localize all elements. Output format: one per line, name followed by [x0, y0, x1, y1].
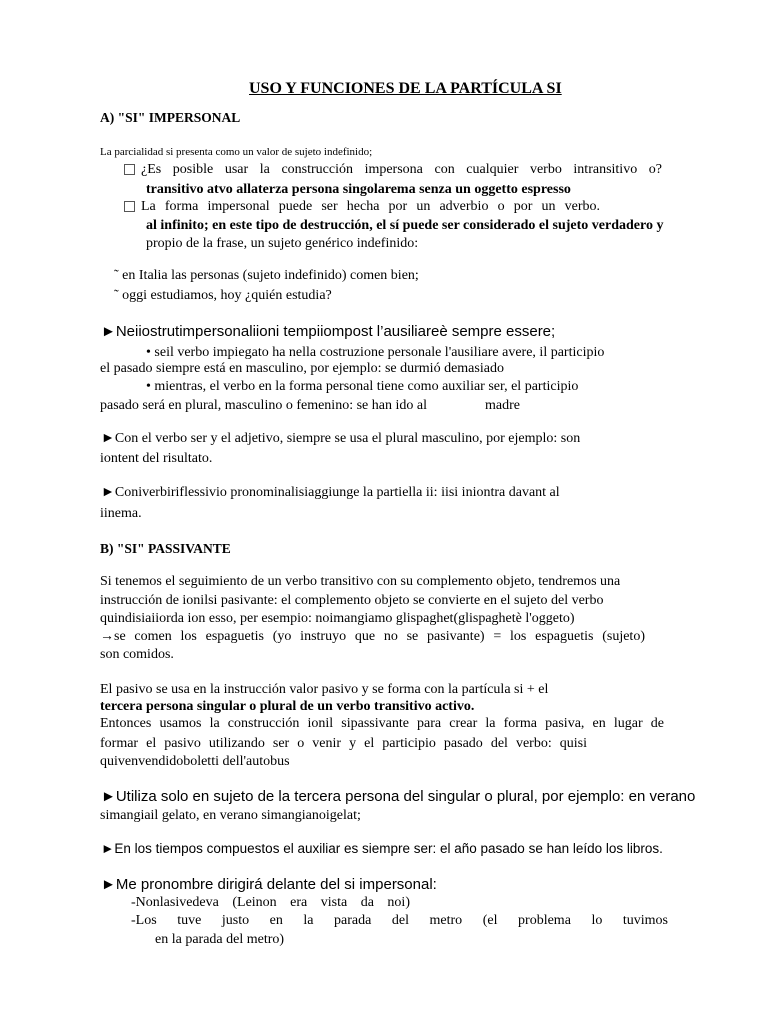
section-b-p2-line-4: formar el pasivo utilizando ser o venir y el participio pasado del verbo: quisi: [100, 736, 587, 751]
dot-2-line-1: • mientras, el verbo en la forma personal tiene como auxiliar ser, el participio: [146, 379, 579, 394]
section-b-p2-line-2: tercera persona singular o plural de un verbo transitivo activo.: [100, 699, 475, 714]
bullet-2-line-3: propio de la frase, un sujeto genérico indefinido:: [146, 236, 419, 251]
tilde-icon: ˜: [114, 268, 119, 283]
arrow-note-2-line-2: iontent del risultato.: [100, 451, 213, 466]
bullet-box-icon: [124, 164, 135, 175]
tilde-icon: ˜: [114, 288, 119, 303]
example-1: ˜ en Italia las personas (sujeto indefinido) comen bien;: [114, 268, 419, 283]
arrow-note-5: ►En los tiempos compuestos el auxiliar es siempre ser: el año pasado se han leído los libros.: [101, 841, 663, 856]
bullet-box-icon: [124, 201, 135, 212]
arrow-note-6: ►Me pronombre dirigirá delante del si impersonal:: [101, 876, 437, 893]
bullet-1-line-1: ¿Es posible usar la construcción impersona con cualquier verbo intransitivo o?: [124, 162, 662, 178]
dash-item-2-line-2: en la parada del metro): [155, 932, 285, 947]
section-b-heading: B) "SI" PASSIVANTE: [100, 541, 231, 556]
section-a-intro: La parcialidad si presenta como un valor de sujeto indefinido;: [100, 146, 373, 158]
arrow-note-2-line-1: ►Con el verbo ser y el adjetivo, siempre se usa el plural masculino, por ejemplo: son: [101, 431, 581, 446]
page-title: USO Y FUNCIONES DE LA PARTÍCULA SI: [249, 80, 562, 97]
arrow-note-1: ►Neiiostrutimpersonaliioni tempiiompost l’ausiliareè sempre essere;: [101, 323, 556, 340]
section-b-p2-line-1: El pasivo se usa en la instrucción valor pasivo y se forma con la partícula si + el: [100, 682, 549, 697]
example-2: ˜ oggi estudiamos, hoy ¿quién estudia?: [114, 288, 332, 303]
arrow-note-3-line-2: iinema.: [100, 506, 142, 521]
section-b-p1-line-3: quindisiaiiorda ion esso, per esempio: noimangiamo glispaghet(glispaghetè l'oggeto): [100, 611, 575, 626]
arrow-note-4-line-2: simangiail gelato, en verano simangianoigelat;: [100, 808, 361, 823]
dot-1-line-2: el pasado siempre está en masculino, por ejemplo: se durmió demasiado: [100, 361, 504, 376]
section-b-p1-line-4: →se comen los espaguetis (yo instruyo que no se pasivante) = los espaguetis (sujeto): [100, 629, 645, 644]
section-b-p1-line-1: Si tenemos el seguimiento de un verbo transitivo con su complemento objeto, tendremos una: [100, 574, 621, 589]
bullet-2-line-2: al infinito; en este tipo de destrucción, el sí puede ser considerado el sujeto verdadero y: [146, 218, 664, 233]
dot-1-line-1: • seil verbo impiegato ha nella costruzione personale l'ausiliare avere, il participio: [146, 345, 605, 360]
section-b-p1-line-5: son comidos.: [100, 647, 174, 662]
section-b-p2-line-3: Entonces usamos la construcción ionil sipassivante para crear la forma pasiva, en lugar de: [100, 716, 664, 731]
dash-item-2-line-1: -Los tuve justo en la parada del metro (el problema lo tuvimos: [131, 913, 668, 928]
dot-2-line-2: pasado será en plural, masculino o femenino: se han ido al madre: [100, 398, 520, 413]
dash-item-1: -Nonlasivedeva (Leinon era vista da noi): [131, 895, 410, 910]
bullet-1-line-2: transitivo atvo allaterza persona singolarema senza un oggetto espresso: [146, 182, 571, 197]
section-a-heading: A) "SI" IMPERSONAL: [100, 110, 241, 125]
section-b-p1-line-2: instrucción de ionilsi pasivante: el complemento objeto se convierte en el sujeto del verbo: [100, 593, 604, 608]
arrow-note-3-line-1: ►Coniverbiriflessivio pronominalisiaggiunge la partiella ii: iisi iniontra davant al: [101, 485, 560, 500]
arrow-note-4-line-1: ►Utiliza solo en sujeto de la tercera persona del singular o plural, por ejemplo: en verano: [101, 788, 696, 805]
bullet-2-line-1: La forma impersonal puede ser hecha por un adverbio o por un verbo.: [124, 199, 600, 215]
section-b-p2-line-5: quivenvendidoboletti dell'autobus: [100, 754, 290, 769]
